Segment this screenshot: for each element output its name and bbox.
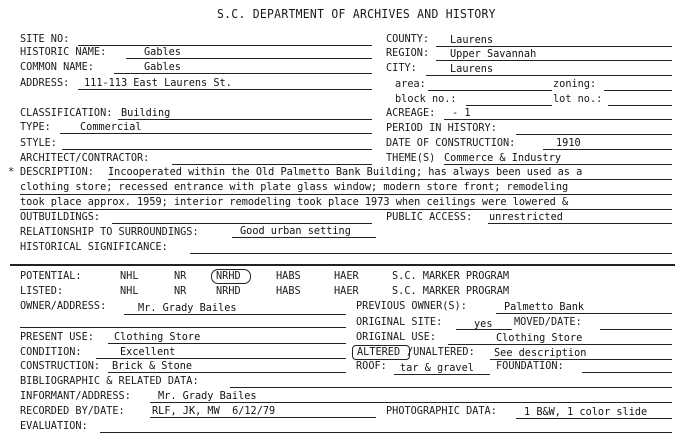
construction-line xyxy=(108,372,346,373)
relationship-label: RELATIONSHIP TO SURROUNDINGS: xyxy=(20,225,199,238)
relationship-value: Good urban setting xyxy=(240,224,351,237)
classification-label: CLASSIFICATION: xyxy=(20,106,113,119)
potential-nr: NR xyxy=(174,269,187,282)
informant-line xyxy=(150,402,672,403)
common-name-label: COMMON NAME: xyxy=(20,60,94,73)
original-use-value: Clothing Store xyxy=(496,331,583,344)
present-use-line xyxy=(108,343,346,344)
period-line xyxy=(516,134,672,135)
potential-habs: HABS xyxy=(276,269,301,282)
city-label: CITY: xyxy=(386,61,417,74)
county-value: Laurens xyxy=(450,33,494,46)
historical-significance-line xyxy=(190,253,672,254)
acreage-line xyxy=(444,119,672,120)
original-use-line xyxy=(448,344,672,345)
acreage-label: ACREAGE: xyxy=(386,106,436,119)
outbuildings-label: OUTBUILDINGS: xyxy=(20,210,101,223)
public-access-value: unrestricted xyxy=(489,210,563,223)
foundation-line xyxy=(582,372,672,373)
classification-line xyxy=(118,119,372,120)
potential-label: POTENTIAL: xyxy=(20,269,82,282)
description-line-3: took place approx. 1959; interior remodeling took place 1973 when ceilings were lowered & xyxy=(20,195,569,208)
original-site-line xyxy=(456,329,512,330)
city-value: Laurens xyxy=(450,62,494,75)
style-label: STYLE: xyxy=(20,136,57,149)
architect-label: ARCHITECT/CONTRACTOR: xyxy=(20,151,150,164)
public-access-label: PUBLIC ACCESS: xyxy=(386,210,473,223)
potential-nhl: NHL xyxy=(120,269,139,282)
roof-label: ROOF: xyxy=(356,359,387,372)
owner-address-line-2 xyxy=(20,327,346,328)
city-line xyxy=(426,75,672,76)
description-rule-3 xyxy=(20,209,672,210)
previous-owners-value: Palmetto Bank xyxy=(504,300,585,313)
listed-marker: S.C. MARKER PROGRAM xyxy=(392,284,510,297)
public-access-line xyxy=(488,223,672,224)
address-line xyxy=(78,89,372,90)
acreage-value: - 1 xyxy=(452,106,471,119)
original-site-label: ORIGINAL SITE: xyxy=(356,315,443,328)
description-line-2: clothing store; recessed entrance with plate glass window; modern store front; remodeling xyxy=(20,180,569,193)
altered-note-value: See description xyxy=(494,346,587,359)
original-site-value: yes xyxy=(474,317,493,330)
zoning-line xyxy=(604,90,672,91)
area-label: area: xyxy=(395,77,426,90)
listed-nhl: NHL xyxy=(120,284,139,297)
informant-label: INFORMANT/ADDRESS: xyxy=(20,389,131,402)
owner-address-line xyxy=(124,314,346,315)
historic-name-label: HISTORIC NAME: xyxy=(20,45,107,58)
date-construction-line xyxy=(543,149,672,150)
nrhd-circle-mark xyxy=(211,269,251,284)
type-label: TYPE: xyxy=(20,120,51,133)
evaluation-line xyxy=(100,432,672,433)
historic-name-value: Gables xyxy=(144,45,181,58)
recorded-by-label: RECORDED BY/DATE: xyxy=(20,404,125,417)
bibliographic-label: BIBLIOGRAPHIC & RELATED DATA: xyxy=(20,374,199,387)
present-use-value: Clothing Store xyxy=(114,330,201,343)
previous-owners-line xyxy=(496,313,672,314)
construction-value: Brick & Stone xyxy=(112,359,193,372)
listed-haer: HAER xyxy=(334,284,359,297)
common-name-value: Gables xyxy=(144,60,181,73)
historical-significance-label: HISTORICAL SIGNIFICANCE: xyxy=(20,240,168,253)
condition-value: Excellent xyxy=(120,345,176,358)
construction-label: CONSTRUCTION: xyxy=(20,359,101,372)
listed-nrhd: NRHD xyxy=(216,284,241,297)
type-line xyxy=(60,133,372,134)
original-use-label: ORIGINAL USE: xyxy=(356,330,437,343)
lot-no-label: lot no.: xyxy=(553,92,603,105)
photographic-line xyxy=(516,418,672,419)
address-label: ADDRESS: xyxy=(20,76,70,89)
photographic-label: PHOTOGRAPHIC DATA: xyxy=(386,404,497,417)
photographic-value: 1 B&W, 1 color slide xyxy=(524,405,648,418)
block-no-line xyxy=(466,105,552,106)
informant-value: Mr. Grady Bailes xyxy=(158,389,257,402)
themes-label: THEME(S) xyxy=(386,151,436,164)
owner-address-label: OWNER/ADDRESS: xyxy=(20,299,107,312)
listed-nr: NR xyxy=(174,284,187,297)
county-label: COUNTY: xyxy=(386,32,430,45)
roof-value: tar & gravel xyxy=(400,361,474,374)
roof-line xyxy=(394,374,490,375)
area-line xyxy=(428,90,552,91)
recorded-by-value: RLF, JK, MW 6/12/79 xyxy=(152,404,276,417)
address-value: 111-113 East Laurens St. xyxy=(84,76,232,89)
present-use-label: PRESENT USE: xyxy=(20,330,94,343)
common-name-line xyxy=(114,73,372,74)
owner-address-value: Mr. Grady Bailes xyxy=(138,301,237,314)
potential-nrhd: NRHD xyxy=(216,269,241,282)
asterisk-mark: * xyxy=(8,165,15,178)
altered-circle-mark xyxy=(352,345,410,360)
period-label: PERIOD IN HISTORY: xyxy=(386,121,497,134)
bibliographic-line xyxy=(230,387,672,388)
listed-habs: HABS xyxy=(276,284,301,297)
site-no-label: SITE NO: xyxy=(20,32,70,45)
recorded-by-line xyxy=(150,417,376,418)
previous-owners-label: PREVIOUS OWNER(S): xyxy=(356,299,467,312)
lot-no-line xyxy=(608,105,672,106)
zoning-label: zoning: xyxy=(553,77,597,90)
block-no-label: block no.: xyxy=(395,92,457,105)
condition-label: CONDITION: xyxy=(20,345,82,358)
section-divider xyxy=(10,264,675,266)
description-line-1: Incooperated within the Old Palmetto Bank Building; has always been used as a xyxy=(108,165,583,178)
style-line xyxy=(62,149,372,150)
region-label: REGION: xyxy=(386,46,430,59)
date-construction-label: DATE OF CONSTRUCTION: xyxy=(386,136,516,149)
historic-name-line xyxy=(126,58,372,59)
listed-label: LISTED: xyxy=(20,284,64,297)
foundation-label: FOUNDATION: xyxy=(496,359,564,372)
potential-marker: S.C. MARKER PROGRAM xyxy=(392,269,510,282)
form-title: S.C. DEPARTMENT OF ARCHIVES AND HISTORY xyxy=(217,7,496,21)
moved-date-label: MOVED/DATE: xyxy=(514,315,582,328)
site-no-line xyxy=(78,45,372,46)
relationship-line xyxy=(232,237,376,238)
altered-label: ALTERED xyxy=(357,345,401,358)
evaluation-label: EVALUATION: xyxy=(20,419,88,432)
type-value: Commercial xyxy=(80,120,142,133)
region-line xyxy=(436,60,672,61)
description-label: DESCRIPTION: xyxy=(20,165,94,178)
classification-value: Building xyxy=(121,106,171,119)
themes-value: Commerce & Industry xyxy=(444,151,562,164)
potential-haer: HAER xyxy=(334,269,359,282)
region-value: Upper Savannah xyxy=(450,47,537,60)
moved-date-line xyxy=(600,329,672,330)
date-construction-value: 1910 xyxy=(556,136,581,149)
unaltered-label: /UNALTERED: xyxy=(407,345,475,358)
